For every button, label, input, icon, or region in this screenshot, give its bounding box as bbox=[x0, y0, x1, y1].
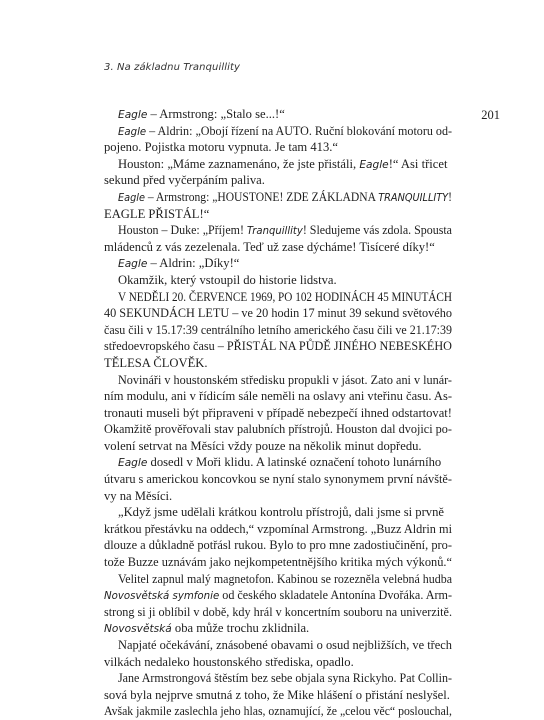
text-line bbox=[104, 504, 452, 521]
text-line bbox=[104, 355, 452, 372]
text-line bbox=[104, 637, 452, 654]
text-line bbox=[104, 255, 452, 272]
text-line bbox=[104, 405, 452, 422]
text-run: oba může trochu zklidnila. bbox=[171, 621, 310, 636]
text-line bbox=[104, 554, 452, 571]
text-line bbox=[104, 172, 452, 189]
italic-text: Eagle bbox=[118, 109, 148, 121]
text-run: vilkách nedaleko houstonského střediska, opadlo. bbox=[104, 654, 354, 669]
text-run: mládenců z vás zezelenala. Teď už zase dýcháme! Tisíceré díky!“ bbox=[104, 239, 435, 254]
text-run: Okamžitě prověřovali stav palubních přístrojů. Houston dal dvojici po- bbox=[104, 422, 452, 437]
italic-text: Eagle bbox=[118, 191, 145, 204]
text-run: dlouze a důkladně potřásl rukou. Bylo to pro mne zadostiučinění, pro- bbox=[104, 538, 452, 553]
italic-text: Eagle bbox=[118, 457, 148, 470]
text-run: sekund před vyčerpáním paliva. bbox=[104, 173, 265, 188]
text-run: strong si ji oblíbil v době, kdy hrál v koncertním souboru na univerzitě. bbox=[104, 604, 452, 619]
text-run: Jane Armstrongová štěstím bez sebe objala syna Rickyho. Pat Collin- bbox=[118, 671, 452, 686]
text-run: 40 SEKUNDÁCH LETU – ve 20 hodin 17 minut 39 sekund světového bbox=[104, 306, 452, 321]
text-run: času čili v 15.17:39 centrálního letního amerického času čili ve 21.17:39 bbox=[104, 322, 452, 337]
text-line bbox=[104, 289, 452, 306]
text-run: – Aldrin: „Obojí řízení na AUTO. Ruční blokování motoru od- bbox=[146, 123, 452, 138]
text-run: V NEDĚLI 20. ČERVENCE 1969, PO 102 HODINÁCH 45 MINUTÁCH bbox=[118, 289, 452, 304]
text-run: ! bbox=[448, 189, 452, 204]
text-run: !“ Asi třicet bbox=[388, 156, 448, 171]
text-run: útvaru s americkou koncovkou se nyní stalo synonymem první návště- bbox=[104, 472, 452, 487]
italic-text: Eagle bbox=[118, 258, 148, 271]
text-line bbox=[104, 438, 452, 455]
text-line bbox=[104, 687, 452, 704]
page-number: 201 bbox=[481, 108, 500, 122]
text-run: volení setrvat na Měsíci vždy pouze na několik minut dopředu. bbox=[104, 438, 422, 453]
text-line bbox=[104, 106, 452, 123]
text-line bbox=[104, 537, 452, 554]
text-run: Houston – Duke: „Příjem! bbox=[118, 223, 247, 238]
text-run: vy na Měsíci. bbox=[104, 488, 173, 503]
text-run: ním modulu, ani v řídicím sále neměli na oslavy ani vteřinu času. As- bbox=[104, 389, 452, 404]
italic-text: Novosvětská symfonie bbox=[104, 590, 220, 603]
text-run: od českého skladatele Antonína Dvořáka. Arm- bbox=[219, 588, 452, 603]
text-line bbox=[104, 189, 452, 206]
text-line bbox=[104, 156, 452, 173]
text-run: tronauti museli být připraveni v případě nebezpečí ihned odstartovat! bbox=[104, 405, 452, 420]
running-header: 3. Na základnu Tranquillity bbox=[104, 62, 241, 73]
text-line bbox=[104, 421, 452, 438]
text-line bbox=[104, 239, 452, 256]
text-run: krátkou přestávku na oddech,“ vzpomínal Armstrong. „Buzz Aldrin mi bbox=[104, 521, 452, 536]
text-line bbox=[104, 139, 452, 156]
text-line bbox=[104, 521, 452, 538]
italic-text: Eagle bbox=[359, 158, 389, 171]
text-run: Velitel zapnul malý magnetofon. Kabinou se rozezněla velebná hudba bbox=[118, 571, 452, 586]
body-text bbox=[104, 106, 452, 720]
text-run: – Armstrong: „Stalo se...!“ bbox=[147, 107, 285, 121]
text-line bbox=[104, 587, 452, 604]
text-line bbox=[104, 620, 452, 637]
text-run: TĚLESA ČLOVĚK. bbox=[104, 355, 208, 370]
text-line bbox=[104, 123, 452, 140]
text-line bbox=[104, 471, 452, 488]
text-run: ! Sledujeme vás zdola. Spousta bbox=[302, 223, 452, 238]
text-run: „Když jsme udělali krátkou kontrolu přístrojů, dali jsme si prvně bbox=[118, 505, 444, 520]
text-line bbox=[104, 703, 452, 720]
text-run: Napjaté očekávání, znásobené obavami o osud nejbližších, ve třech bbox=[118, 638, 452, 652]
text-line bbox=[104, 654, 452, 671]
text-run: EAGLE PŘISTÁL!“ bbox=[104, 206, 210, 221]
text-line bbox=[104, 571, 452, 588]
text-line bbox=[104, 272, 452, 289]
italic-text: Eagle bbox=[118, 125, 147, 138]
text-line bbox=[104, 454, 452, 471]
text-run: Houston: „Máme zaznamenáno, že jste přistáli, bbox=[118, 156, 360, 171]
text-run: tože Buzze uznávám jako nejkompetentnějšího kritika mých výkonů.“ bbox=[104, 555, 452, 570]
text-line bbox=[104, 488, 452, 505]
text-line bbox=[104, 206, 452, 223]
text-line bbox=[104, 222, 452, 239]
text-run: Okamžik, který vstoupil do historie lidstva. bbox=[118, 272, 337, 287]
text-line bbox=[104, 305, 452, 322]
text-line bbox=[104, 604, 452, 621]
text-run: Avšak jakmile zaslechla jeho hlas, oznamující, že „celou věc“ poslouchal, bbox=[104, 704, 452, 719]
text-run: – Armstrong: „HOUSTONE! ZDE ZÁKLADNA bbox=[144, 189, 379, 204]
text-line bbox=[104, 338, 452, 355]
text-run: sová byla nejprve smutná z toho, že Mike hlášení o přistání neslyšel. bbox=[104, 687, 450, 702]
text-line bbox=[104, 388, 452, 405]
italic-text: Novosvětská bbox=[104, 623, 172, 636]
text-line bbox=[104, 372, 452, 389]
italic-text: Tranquillity bbox=[246, 225, 303, 238]
text-run: pojeno. Pojistka motoru vypnuta. Je tam 413.“ bbox=[104, 140, 339, 155]
text-run: – Aldrin: „Díky!“ bbox=[147, 256, 240, 271]
text-run: středoevropského času – PŘISTÁL NA PŮDĚ JINÉHO NEBESKÉHO bbox=[104, 339, 452, 354]
italic-text: TRANQUILLITY bbox=[378, 191, 449, 204]
text-line bbox=[104, 670, 452, 687]
text-run: dosedl v Moři klidu. A latinské označení tohoto lunárního bbox=[147, 455, 442, 470]
text-line bbox=[104, 322, 452, 339]
text-run: Novináři v houstonském středisku propukli v jásot. Zato ani v lunár- bbox=[118, 372, 452, 387]
